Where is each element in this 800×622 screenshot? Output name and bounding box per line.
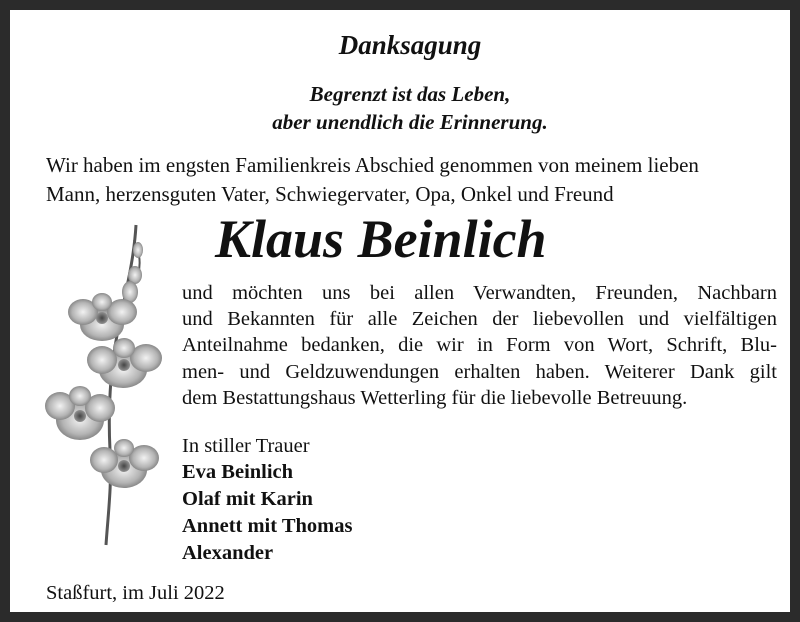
motto-line-1: Begrenzt ist das Leben, xyxy=(309,82,511,106)
mourner-name: Alexander xyxy=(182,542,274,564)
thanks-paragraph xyxy=(182,280,777,411)
thanks-line: und möchten uns bei allen Verwandten, Freunden, Nachbarn xyxy=(182,282,777,304)
thanks-line: Anteilnahme bedanken, die wir in Form von Wort, Schrift, Blu- xyxy=(182,334,777,357)
thanks-line: men- und Geldzuwendungen erhalten haben. Weiterer Dank gilt xyxy=(182,360,777,383)
thanks-line: und Bekannten für alle Zeichen der liebevollen und vielfältigen xyxy=(182,308,777,331)
intro-line-1: Wir haben im engsten Familienkreis Abschied genommen von meinem lieben xyxy=(46,153,699,177)
deceased-name: Klaus Beinlich xyxy=(215,209,547,269)
mourner-name: Annett mit Thomas xyxy=(182,515,353,537)
heading: Danksagung xyxy=(338,30,482,60)
orchid-branch-icon xyxy=(38,220,173,550)
mourner-name: Olaf mit Karin xyxy=(182,488,313,510)
mourning-label: In stiller Trauer xyxy=(182,435,310,457)
mourner-name: Eva Beinlich xyxy=(182,461,294,483)
thanks-line: dem Bestattungshaus Wetterling für die liebevolle Betreuung. xyxy=(182,386,688,409)
intro-line-2: Mann, herzensguten Vater, Schwiegervater, Opa, Onkel und Freund xyxy=(46,182,614,206)
place-date: Staßfurt, im Juli 2022 xyxy=(46,582,225,604)
motto-line-2: aber unendlich die Erinnerung. xyxy=(272,110,548,134)
